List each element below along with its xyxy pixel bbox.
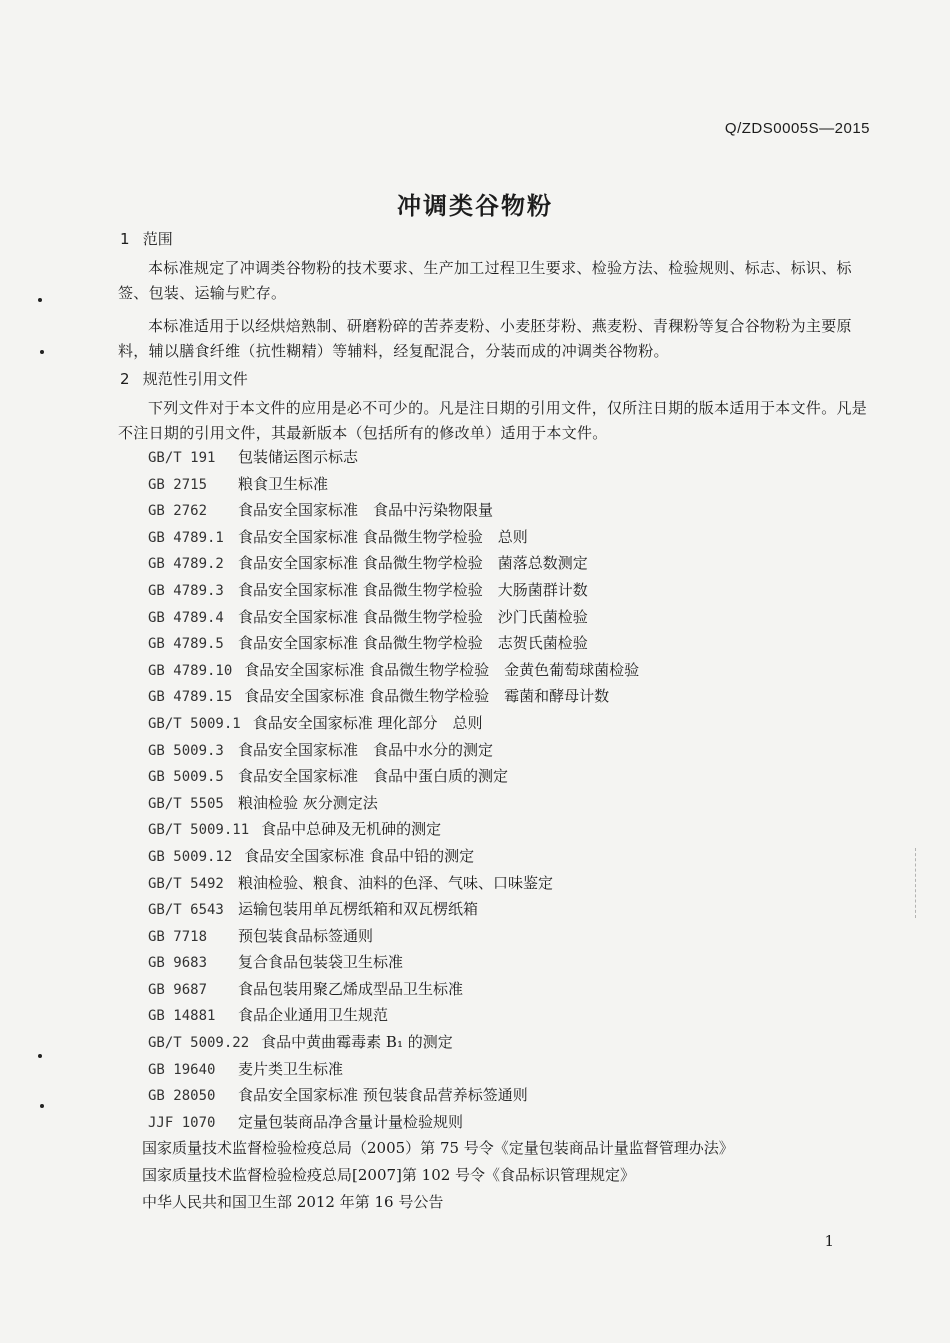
scan-dot (38, 1054, 42, 1058)
reference-title: 食品安全国家标准 食品中水分的测定 (238, 740, 494, 759)
reference-code: GB 5009.12 (148, 848, 233, 865)
reference-code: GB 9683 (148, 955, 208, 972)
reference-code: JJF 1070 (148, 1114, 216, 1131)
reference-code: GB 4789.4 (148, 609, 224, 626)
reference-item (140, 976, 734, 1003)
references-intro: 下列文件对于本文件的应用是必不可少的。凡是注日期的引用文件，仅所注日期的版本适用于本文件。凡是不注日期的引用文件，其最新版本（包括所有的修改单）适用于本文件。 (118, 399, 868, 442)
scan-dot (40, 1104, 44, 1108)
scan-dot (40, 350, 44, 354)
reference-title: 食品安全国家标准 食品微生物学检验 总则 (238, 527, 528, 546)
reference-item (140, 737, 734, 764)
standard-code: Q/ZDS0005S—2015 (724, 120, 870, 137)
reference-item (140, 657, 734, 684)
section-number: 1 (120, 230, 130, 248)
reference-title: 食品安全国家标准 食品微生物学检验 沙门氏菌检验 (238, 607, 588, 626)
reference-item (140, 1109, 734, 1136)
reference-title: 定量包装商品净含量计量检验规则 (238, 1112, 464, 1131)
reference-title: 食品安全国家标准 食品中铅的测定 (244, 846, 475, 865)
reference-code: GB 4789.2 (148, 556, 224, 573)
section-title: 范围 (142, 230, 173, 248)
reference-code: GB 4789.10 (148, 662, 233, 679)
reference-title: 预包装食品标签通则 (238, 926, 374, 945)
section-number: 2 (120, 370, 130, 388)
reference-title: 食品安全国家标准 食品微生物学检验 菌落总数测定 (238, 554, 588, 573)
reference-title: 食品中总砷及无机砷的测定 (261, 820, 442, 839)
reference-code: GB 5009.3 (148, 742, 224, 759)
reference-title: 食品企业通用卫生规范 (238, 1006, 389, 1025)
reference-list (140, 444, 734, 1215)
reference-item (140, 816, 734, 843)
reference-item (140, 1002, 734, 1029)
reference-code: GB 4789.5 (148, 636, 224, 653)
reference-code: GB 28050 (148, 1088, 216, 1105)
reference-code: GB/T 5492 (148, 875, 224, 892)
reference-item (140, 683, 734, 710)
reference-item (140, 497, 734, 524)
reference-code: GB 4789.3 (148, 582, 224, 599)
reference-title: 包装储运图示标志 (238, 448, 359, 466)
reference-item (140, 843, 734, 870)
reference-item (140, 471, 734, 498)
reference-title: 食品安全国家标准 食品中污染物限量 (238, 501, 494, 520)
reference-item (140, 763, 734, 790)
reference-title: 粮油检验 灰分测定法 (238, 793, 378, 812)
reference-code: GB 7718 (148, 928, 208, 945)
reference-code: GB 4789.15 (148, 689, 233, 706)
reference-decree: 国家质量技术监督检验检疫总局（2005）第 75 号令《定量包装商品计量监督管理办法》 (142, 1139, 734, 1158)
reference-code: GB/T 191 (148, 450, 216, 466)
reference-title: 食品安全国家标准 理化部分 总则 (252, 713, 483, 732)
reference-decree: 国家质量技术监督检验检疫总局[2007]第 102 号令《食品标识管理规定》 (142, 1166, 636, 1185)
reference-item (140, 870, 734, 897)
reference-item (140, 1029, 734, 1056)
reference-item (140, 524, 734, 551)
reference-item (140, 630, 734, 657)
section-heading-references (120, 368, 248, 389)
reference-code: GB/T 6543 (148, 902, 224, 919)
reference-item (140, 1082, 734, 1109)
reference-item (140, 923, 734, 950)
reference-title: 食品安全国家标准 食品中蛋白质的测定 (238, 767, 509, 786)
binding-mark (915, 848, 942, 918)
reference-code: GB/T 5009.11 (148, 822, 250, 839)
section-title: 规范性引用文件 (142, 370, 248, 388)
reference-title: 食品包装用聚乙烯成型品卫生标准 (238, 979, 464, 998)
reference-item (140, 550, 734, 577)
reference-item (140, 604, 734, 631)
reference-code: GB 4789.1 (148, 529, 224, 546)
reference-item (140, 949, 734, 976)
reference-item (140, 896, 734, 923)
scan-dot (38, 298, 42, 302)
section-heading-scope (120, 228, 173, 249)
reference-title: 粮油检验、粮食、油料的色泽、气味、口味鉴定 (238, 873, 554, 892)
reference-code: GB/T 5505 (148, 795, 224, 812)
reference-title: 食品安全国家标准 预包装食品营养标签通则 (238, 1086, 528, 1105)
page-number: 1 (824, 1232, 834, 1250)
reference-title: 食品安全国家标准 食品微生物学检验 大肠菌群计数 (238, 580, 588, 599)
reference-title: 食品安全国家标准 食品微生物学检验 霉菌和酵母计数 (244, 687, 610, 706)
reference-title: 粮食卫生标准 (238, 474, 329, 493)
reference-item (140, 790, 734, 817)
reference-item (140, 1056, 734, 1083)
reference-announcement: 中华人民共和国卫生部 2012 年第 16 号公告 (142, 1192, 444, 1211)
reference-code: GB/T 5009.22 (148, 1035, 250, 1052)
reference-title: 食品安全国家标准 食品微生物学检验 志贺氏菌检验 (238, 634, 588, 653)
reference-code: GB 2762 (148, 503, 208, 520)
reference-title: 复合食品包装袋卫生标准 (238, 953, 404, 972)
reference-title: 食品安全国家标准 食品微生物学检验 金黄色葡萄球菌检验 (244, 660, 640, 679)
reference-item (140, 577, 734, 604)
reference-code: GB 2715 (148, 476, 208, 493)
reference-code: GB/T 5009.1 (148, 715, 241, 732)
reference-code: GB 19640 (148, 1061, 216, 1078)
reference-title: 食品中黄曲霉毒素 B₁ 的测定 (261, 1033, 453, 1052)
reference-title: 麦片类卫生标准 (238, 1059, 344, 1078)
reference-item (140, 444, 734, 471)
scope-paragraph-2: 本标准适用于以经烘焙熟制、研磨粉碎的苦荞麦粉、小麦胚芽粉、燕麦粉、青稞粉等复合谷物粉为主要原料，辅以膳食纤维（抗性糊精）等辅料，经复配混合，分装而成的冲调类谷物粉。 (118, 317, 852, 360)
reference-code: GB 9687 (148, 981, 208, 998)
reference-code: GB 14881 (148, 1008, 216, 1025)
scope-paragraph-1: 本标准规定了冲调类谷物粉的技术要求、生产加工过程卫生要求、检验方法、检验规则、标志、标识、标签、包装、运输与贮存。 (118, 259, 852, 302)
reference-code: GB 5009.5 (148, 769, 224, 786)
reference-title: 运输包装用单瓦楞纸箱和双瓦楞纸箱 (238, 900, 479, 919)
reference-item (140, 710, 734, 737)
page-title: 冲调类谷物粉 (397, 192, 553, 220)
